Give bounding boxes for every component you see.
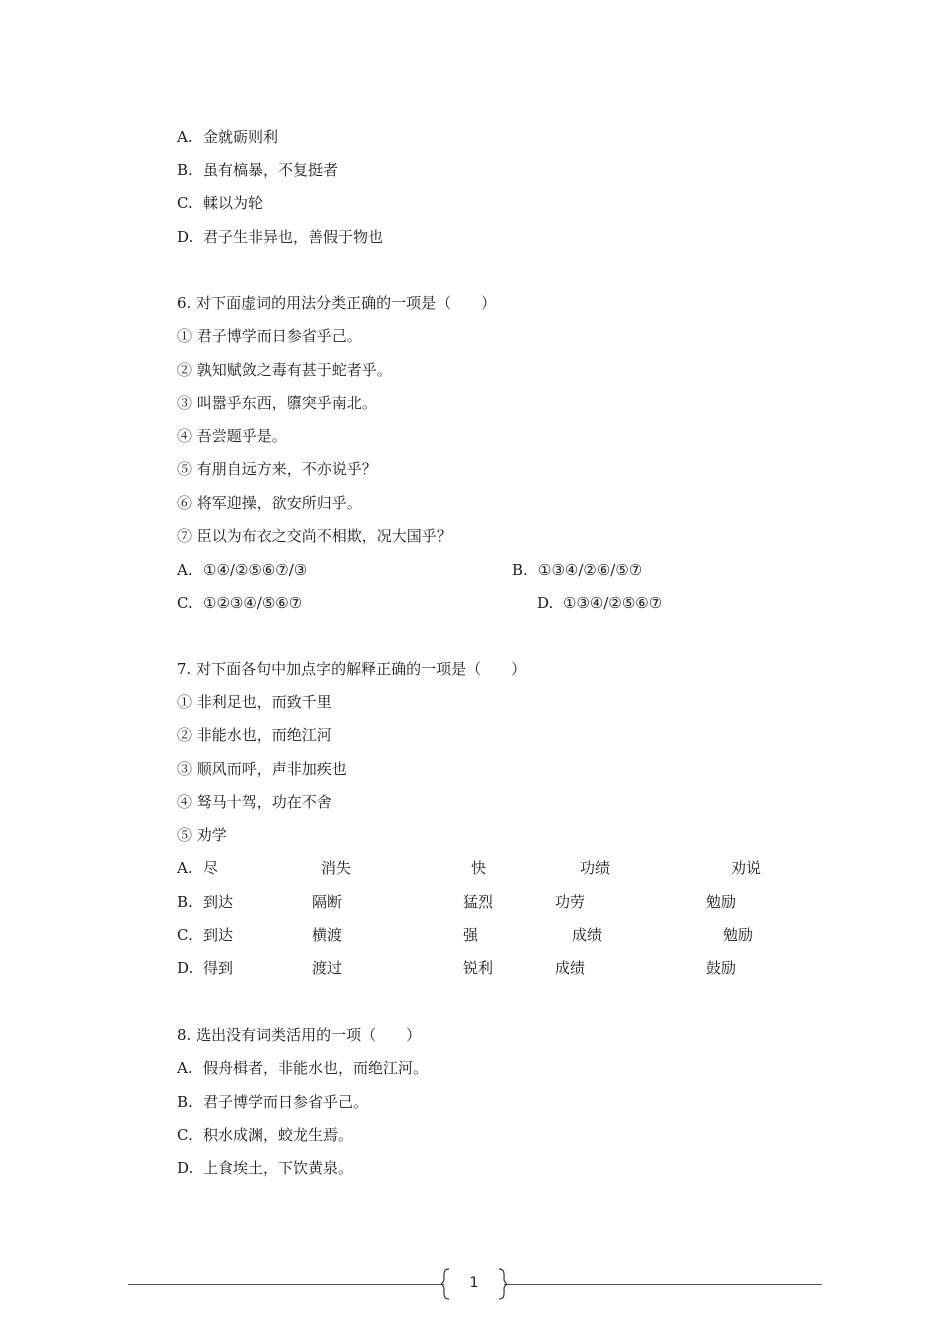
option-label: D. bbox=[177, 1159, 194, 1177]
q7-option-d-cell-1: 得到 bbox=[203, 959, 234, 977]
footer-rule-right bbox=[504, 1284, 822, 1285]
q7-option-d-label: D. bbox=[177, 959, 194, 977]
q7-option-a-cell-4: 功绩 bbox=[580, 859, 611, 877]
q6-option-b bbox=[512, 560, 642, 580]
option-text: 虽有槁暴，不复挺者 bbox=[203, 161, 339, 179]
q7-stem: 7. 对下面各句中加点字的解释正确的一项是（ ） bbox=[177, 660, 527, 678]
option-label: B. bbox=[177, 1093, 193, 1111]
q7-item-2: ② 非能水也，而绝江河 bbox=[177, 726, 332, 744]
option-text: 金就砺则利 bbox=[203, 128, 279, 146]
q7-item-1: ① 非利足也，而致千里 bbox=[177, 693, 332, 711]
option-label: C. bbox=[177, 194, 193, 212]
q8-option-b bbox=[177, 1092, 368, 1112]
q7-option-c-label: C. bbox=[177, 926, 193, 944]
q6-stem: 6. 对下面虚词的用法分类正确的一项是（ ） bbox=[177, 294, 497, 312]
q7-option-c-cell-4: 成绩 bbox=[572, 926, 603, 944]
q7-option-a-cell-1: 尽 bbox=[203, 859, 219, 877]
q5-option-a bbox=[177, 127, 278, 147]
q7-option-d-cell-2: 渡过 bbox=[312, 959, 343, 977]
option-label: D. bbox=[537, 594, 554, 612]
footer-rule-left bbox=[128, 1284, 444, 1285]
q6-item-1: ① 君子博学而日参省乎己。 bbox=[177, 327, 362, 345]
q6-item-3: ③ 叫嚣乎东西，隳突乎南北。 bbox=[177, 394, 377, 412]
q6-option-a bbox=[177, 560, 307, 580]
q8-option-c bbox=[177, 1125, 353, 1145]
q6-item-6: ⑥ 将军迎操，欲安所归乎。 bbox=[177, 494, 362, 512]
option-text: 君子博学而日参省乎己。 bbox=[203, 1093, 369, 1111]
q6-option-d bbox=[537, 593, 662, 613]
option-text: ①②③④/⑤⑥⑦ bbox=[203, 594, 303, 612]
q7-option-a-cell-5: 劝说 bbox=[731, 859, 762, 877]
option-text: 积水成渊，蛟龙生焉。 bbox=[203, 1126, 354, 1144]
q7-option-b-cell-1: 到达 bbox=[203, 893, 234, 911]
q7-option-c-cell-3: 强 bbox=[463, 926, 479, 944]
q7-option-a-cell-2: 消失 bbox=[321, 859, 352, 877]
q7-item-5: ⑤ 劝学 bbox=[177, 826, 227, 844]
option-text: 上食埃土，下饮黄泉。 bbox=[203, 1159, 354, 1177]
q7-option-c-cell-1: 到达 bbox=[203, 926, 234, 944]
q5-option-c bbox=[177, 193, 263, 213]
page-number: 1 bbox=[469, 1275, 479, 1291]
option-label: B. bbox=[512, 561, 528, 579]
q6-item-5: ⑤ 有朋自远方来，不亦说乎？ bbox=[177, 460, 377, 478]
q7-option-d-cell-3: 锐利 bbox=[463, 959, 494, 977]
q7-option-c-cell-2: 横渡 bbox=[312, 926, 343, 944]
q7-option-c-cell-5: 勉励 bbox=[723, 926, 754, 944]
option-label: A. bbox=[177, 561, 193, 579]
option-text: 假舟楫者，非能水也，而绝江河。 bbox=[203, 1059, 429, 1077]
option-text: ①③④/②⑥/⑤⑦ bbox=[538, 561, 643, 579]
q7-option-b-cell-3: 猛烈 bbox=[463, 893, 494, 911]
q7-option-b-cell-2: 隔断 bbox=[312, 893, 343, 911]
option-label: C. bbox=[177, 594, 193, 612]
q6-item-4: ④ 吾尝题乎是。 bbox=[177, 427, 287, 445]
option-label: D. bbox=[177, 228, 194, 246]
q7-option-d-cell-4: 成绩 bbox=[555, 959, 586, 977]
q7-option-b-cell-4: 功劳 bbox=[555, 893, 586, 911]
q7-option-d-cell-5: 鼓励 bbox=[706, 959, 737, 977]
option-text: ①③④/②⑤⑥⑦ bbox=[563, 594, 663, 612]
option-label: B. bbox=[177, 161, 193, 179]
option-text: ①④/②⑤⑥⑦/③ bbox=[203, 561, 308, 579]
q7-item-4: ④ 驽马十驾，功在不舍 bbox=[177, 793, 332, 811]
q6-option-c bbox=[177, 593, 302, 613]
q7-option-a-label: A. bbox=[177, 859, 193, 877]
q6-item-7: ⑦ 臣以为布衣之交尚不相欺，况大国乎？ bbox=[177, 527, 452, 545]
q8-option-d bbox=[177, 1158, 353, 1178]
q8-stem: 8. 选出没有词类活用的一项（ ） bbox=[177, 1026, 422, 1044]
q8-option-a bbox=[177, 1058, 428, 1078]
option-label: A. bbox=[177, 1059, 193, 1077]
q5-option-b bbox=[177, 160, 338, 180]
q6-item-2: ② 孰知赋敛之毒有甚于蛇者乎。 bbox=[177, 361, 392, 379]
option-label: A. bbox=[177, 128, 193, 146]
q7-option-b-cell-5: 勉励 bbox=[706, 893, 737, 911]
option-label: C. bbox=[177, 1126, 193, 1144]
q7-option-a-cell-3: 快 bbox=[471, 859, 487, 877]
q7-option-b-label: B. bbox=[177, 893, 193, 911]
option-text: 君子生非异也，善假于物也 bbox=[203, 228, 384, 246]
q5-option-d bbox=[177, 227, 383, 247]
q7-item-3: ③ 顺风而呼，声非加疾也 bbox=[177, 760, 347, 778]
option-text: 輮以为轮 bbox=[203, 194, 264, 212]
